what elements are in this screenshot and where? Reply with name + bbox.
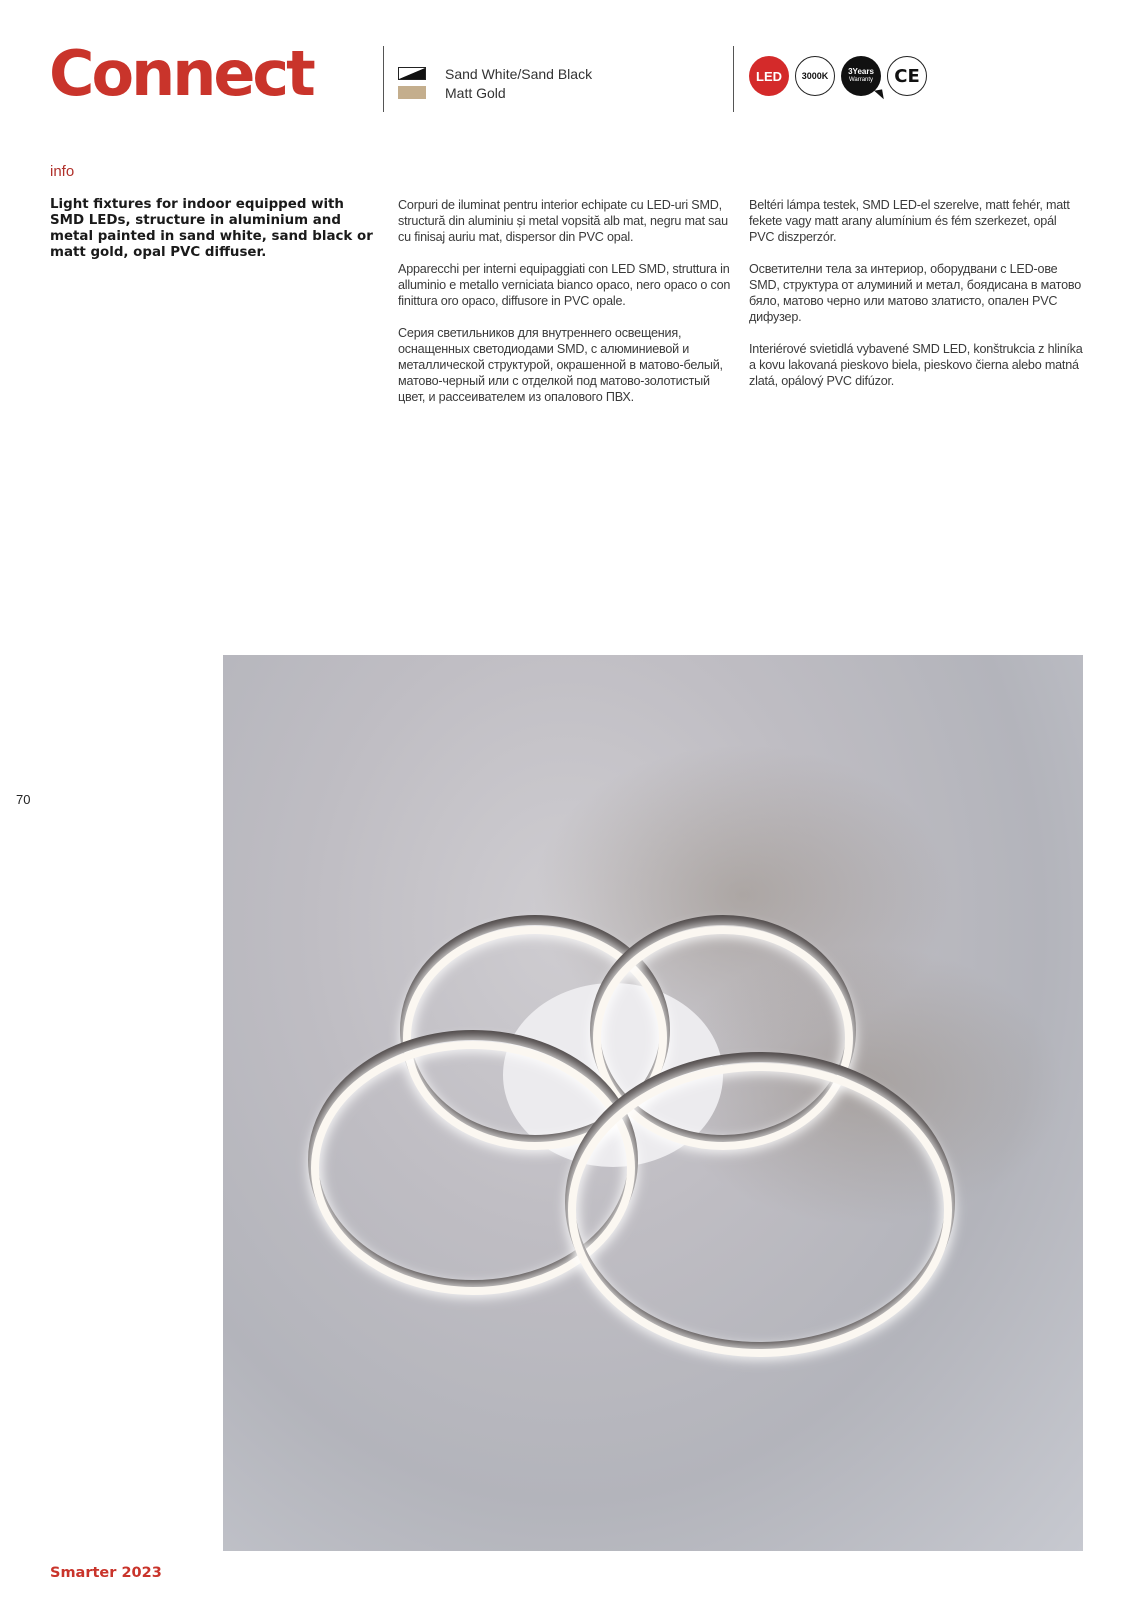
header-divider <box>733 46 734 112</box>
lead-description: Light fixtures for indoor equipped with SMD LEDs, structure in aluminium and metal painted in sand white, sand black or matt gold, opal PVC diffuser. <box>50 197 373 260</box>
footer-catalog-name: Smarter 2023 <box>50 1565 162 1581</box>
color-temperature-badge-icon: 3000K <box>795 56 835 96</box>
sand-white-black-swatch <box>398 67 426 80</box>
finish-list <box>398 64 592 102</box>
header-divider <box>383 46 384 112</box>
translations-column <box>398 197 733 421</box>
romanian-description: Corpuri de iluminat pentru interior echipate cu LED-uri SMD, structură din aluminiu și metal vopsită alb mat, negru mat sau cu finisaj auriu mat, dispersor din PVC opal. <box>398 198 728 244</box>
ring-lamp-illustration <box>223 655 1083 1551</box>
finish-item <box>398 83 592 102</box>
product-photo <box>223 655 1083 1551</box>
product-title: Connect <box>49 37 313 110</box>
finish-label: Sand White/Sand Black <box>445 65 593 82</box>
finish-item <box>398 64 592 83</box>
warranty-badge-icon <box>841 56 881 96</box>
hungarian-description: Beltéri lámpa testek, SMD LED-el szerelve, matt fehér, matt fekete vagy matt arany alumínium és fém szerkezet, opál PVC diszperzór. <box>749 198 1070 244</box>
translations-column <box>749 197 1084 405</box>
ce-mark-icon: CE <box>887 56 927 96</box>
matt-gold-swatch <box>398 86 426 99</box>
russian-description: Серия светильников для внутреннего освещения, оснащенных светодиодами SMD, с алюминиевой и металлической структурой, окрашенной в матово-белый, матово-черный или с отделкой под матово-золотистый цвет, и рассеивателем из опалового ПВХ. <box>398 326 723 404</box>
warranty-years: 3Years <box>848 67 874 76</box>
info-heading: info <box>50 163 75 180</box>
slovak-description: Interiérové svietidlá vybavené SMD LED, konštrukcia z hliníka a kovu lakovaná pieskovo biela, pieskovo čierna alebo matná zlatá, opálový PVC difúzor. <box>749 342 1083 388</box>
italian-description: Apparecchi per interni equipaggiati con LED SMD, struttura in alluminio e metallo verniciata bianco opaco, nero opaco o con finittura oro opaco, diffusore in PVC opale. <box>398 262 731 308</box>
warranty-word: Warranty <box>848 77 874 83</box>
finish-label: Matt Gold <box>445 84 506 101</box>
bulgarian-description: Осветителни тела за интериор, оборудвани с LED-ове SMD, структура от алуминий и метал, боядисана в матово бяло, матово черно или матово златисто, опален PVC дифузер. <box>749 262 1082 324</box>
led-badge-icon: LED <box>749 56 789 96</box>
certification-badges <box>749 56 927 96</box>
page-number: 70 <box>16 792 31 807</box>
